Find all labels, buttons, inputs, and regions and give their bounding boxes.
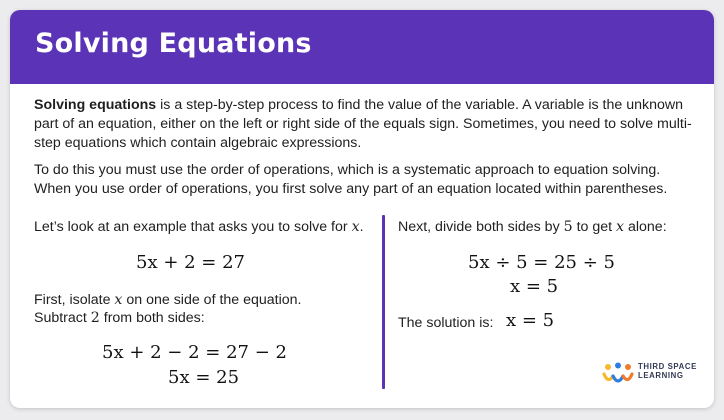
logo-line-2: LEARNING: [638, 371, 684, 380]
example-prompt: [34, 218, 364, 237]
intro-bold-term: Solving equations: [34, 97, 157, 113]
subtract-equation-line-1: 5x + 2 − 2 = 27 − 2: [102, 342, 287, 363]
header-banner: [10, 10, 714, 84]
step-divide-text-a: Next, divide both sides by: [398, 219, 564, 235]
step-isolate: [34, 291, 302, 310]
subtract-equation-line-2: 5x = 25: [168, 367, 240, 388]
third-space-learning-logo: [602, 358, 714, 398]
step-subtract-number: 2: [90, 310, 100, 326]
example-prompt-end: .: [359, 219, 364, 235]
example-prompt-variable: x: [351, 219, 360, 235]
lesson-card: [10, 10, 714, 408]
step-subtract-text-a: Subtract: [34, 310, 91, 326]
order-of-operations-paragraph: To do this you must use the order of operations, which is a systematic approach to equation solving. When you use order of operations, you first solve any part of an equation located within parentheses.: [34, 162, 668, 197]
step-subtract: [34, 309, 205, 328]
step-divide-text-b: to get: [572, 219, 617, 235]
third-space-learning-logo-icon: [602, 362, 634, 388]
example-prompt-text: Let’s look at an example that asks you to solve for: [34, 219, 352, 235]
step-divide-text-c: alone:: [624, 219, 667, 235]
step-divide-number: 5: [563, 219, 573, 235]
column-divider: [382, 215, 385, 389]
logo-wordmark: [638, 362, 697, 380]
step-divide: [398, 218, 667, 237]
example-equation: 5x + 2 = 27: [136, 252, 246, 273]
step-isolate-text-b: on one side of the equation.: [122, 292, 302, 308]
step-isolate-variable: x: [114, 292, 123, 308]
solution-equation: x = 5: [506, 310, 555, 331]
step-divide-variable: x: [616, 219, 625, 235]
logo-line-1: THIRD SPACE: [638, 362, 697, 371]
solution-label: The solution is:: [398, 315, 494, 331]
step-isolate-text-a: First, isolate: [34, 292, 115, 308]
intro-paragraph: [34, 96, 694, 153]
intro-text: is a step-by-step process to find the value of the variable. A variable is the unknown part of an equation, either on the left or right side of the equals sign. Sometimes, you need to solve multi-step equations which contain algebraic expressions.: [34, 97, 692, 151]
divide-equation-line-1: 5x ÷ 5 = 25 ÷ 5: [468, 252, 615, 273]
step-subtract-text-b: from both sides:: [99, 310, 205, 326]
page-title: Solving Equations: [35, 28, 312, 59]
divide-equation-line-2: x = 5: [510, 276, 559, 297]
